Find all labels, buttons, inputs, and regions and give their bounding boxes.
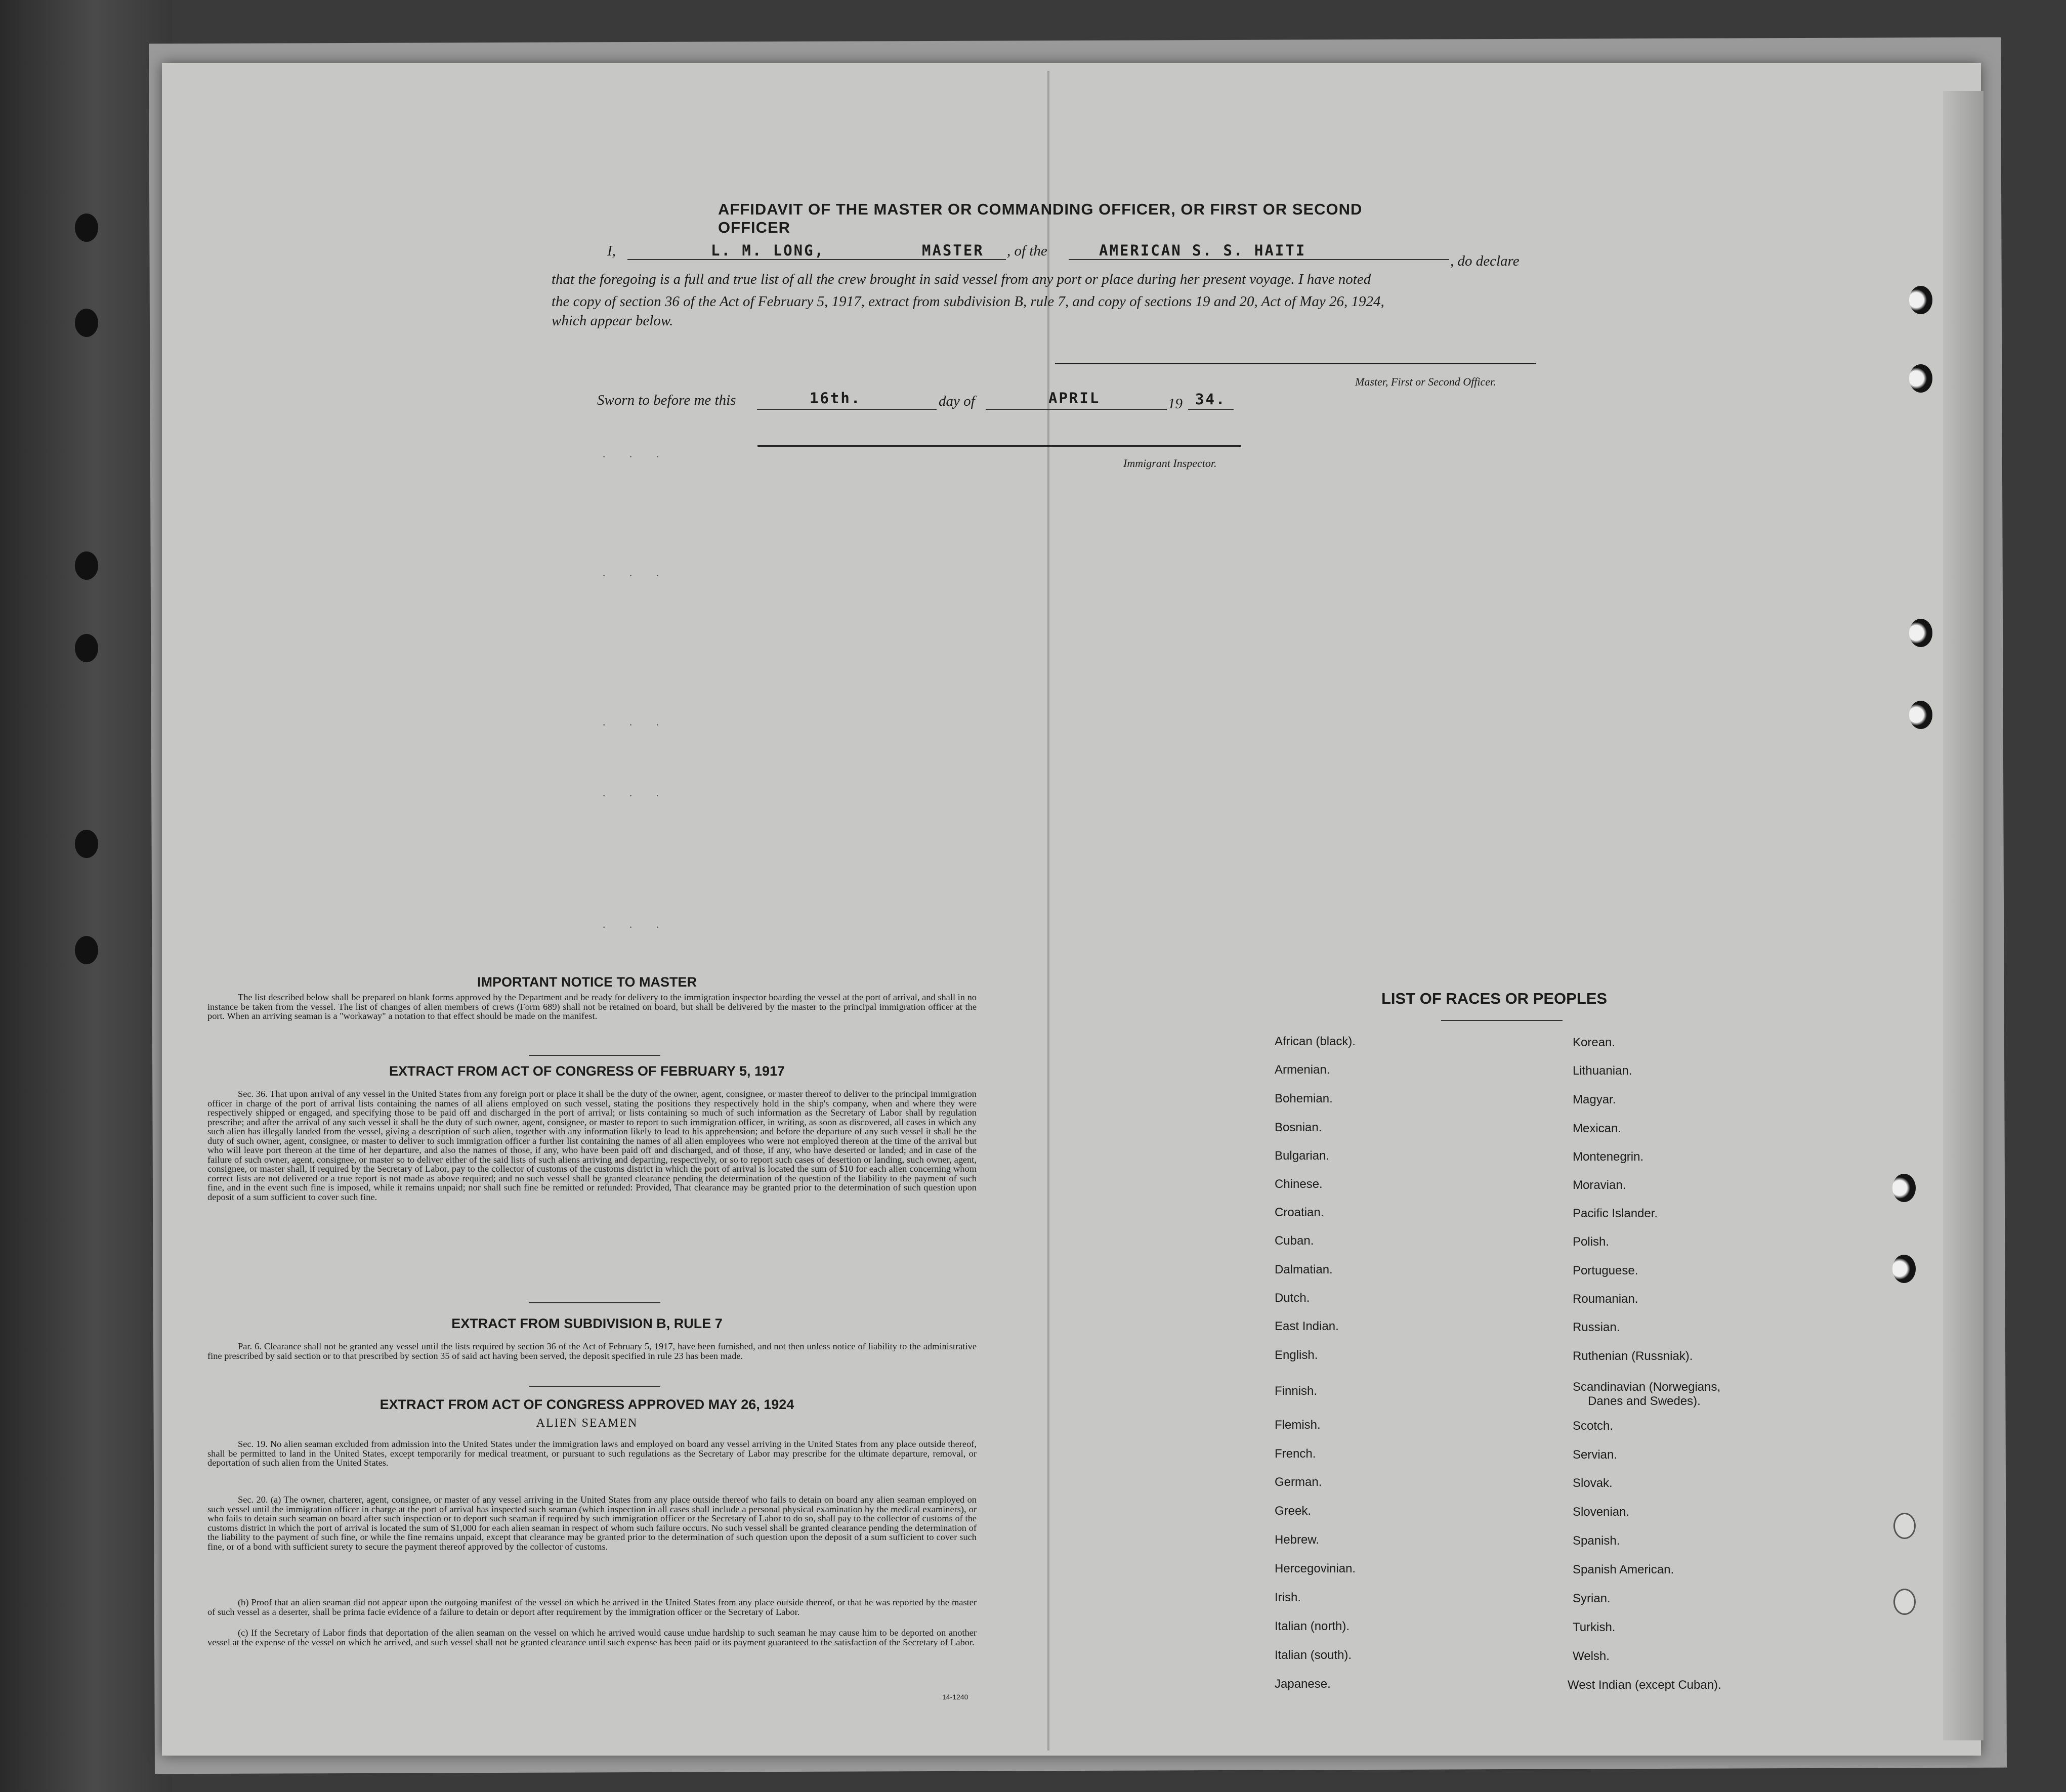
punch-hole-icon — [1892, 1174, 1916, 1202]
race-right: Russian. — [1573, 1320, 1620, 1334]
race-right: Montenegrin. — [1573, 1150, 1644, 1164]
punch-hole-icon — [1892, 1255, 1916, 1283]
bleed-through-marks: · · · — [602, 718, 669, 731]
sworn-day-line — [757, 409, 937, 410]
rule7-title: EXTRACT FROM SUBDIVISION B, RULE 7 — [451, 1316, 723, 1331]
race-left: Finnish. — [1275, 1384, 1318, 1398]
race-left: African (black). — [1275, 1035, 1356, 1048]
race-left: East Indian. — [1275, 1319, 1339, 1333]
punch-hole-icon — [1909, 619, 1932, 647]
race-left: Bohemian. — [1275, 1092, 1333, 1105]
sworn-month-value: APRIL — [1048, 390, 1101, 407]
race-left: Greek. — [1275, 1504, 1312, 1518]
punch-hole-icon — [75, 830, 98, 858]
section-divider — [529, 1386, 660, 1387]
race-left: Dutch. — [1275, 1291, 1310, 1305]
master-rank-value: MASTER — [922, 242, 984, 259]
race-right: Scotch. — [1573, 1419, 1614, 1433]
notice-title: IMPORTANT NOTICE TO MASTER — [477, 974, 697, 990]
notice-text: The list described below shall be prepared on blank forms approved by the Department and be ready for delivery to the immigration inspector boarding the vessel at the port of arrival, and shall in no instance be taken from the vessel. The list of changes of alien members of crews (Form 689) shall not be retained on board, but shall be delivered by the master to the principal immigration officer at the port. When an arriving seaman is a "workaway" a notation to that effect should be made on the manifest. — [207, 992, 977, 1021]
race-left: Cuban. — [1275, 1234, 1314, 1248]
inspector-signature-line — [757, 445, 1241, 447]
race-left: Hebrew. — [1275, 1533, 1320, 1547]
form-number: 14-1240 — [942, 1693, 968, 1701]
bleed-through-marks: · · · — [602, 789, 669, 802]
sec20c-text: (c) If the Secretary of Labor finds that deportation of the alien seaman on the vessel on which he arrived would cause undue hardship to such seaman he may cause him to be deported on another vessel at the expense of the vessel on which he arrived, and such vessel shall not be granted clearance until such expense has been paid or its payment guaranteed to the satisfaction of the Secretary of Labor. — [207, 1628, 977, 1647]
race-right: Slovenian. — [1573, 1505, 1630, 1519]
sworn-year-line — [1188, 409, 1234, 410]
punch-hole-icon — [75, 551, 98, 580]
race-left: French. — [1275, 1447, 1316, 1461]
race-right: Turkish. — [1573, 1620, 1616, 1634]
sworn-year-value: 34. — [1195, 391, 1227, 408]
master-signature-line — [1055, 363, 1536, 364]
bleed-through-marks: · · · — [602, 921, 669, 933]
master-signature-caption: Master, First or Second Officer. — [1355, 375, 1496, 388]
punch-hole-icon — [1893, 1589, 1916, 1615]
punch-hole-icon — [75, 214, 98, 242]
race-left: Italian (north). — [1275, 1619, 1350, 1633]
sec20a-text: Sec. 20. (a) The owner, charterer, agent, consignee, or master of any vessel arriving in the United States from any place outside thereof who fails to detain on board any alien seaman employed on such vessel until the immigration officer in charge at the port of arrival has inspected such seaman (which inspection in all cases shall include a personal physical examination by the medical examiners), or who fails to detain such seaman on board after such inspection or to deport such seaman if required by such immigration officer or the Secretary of Labor to do so, shall pay to the collector of customs of the customs district in which the port of arrival is located the sum of $1,000 for each alien seaman in respect of whom such failure occurs. No such vessel shall be granted clearance pending the determination of the liability to the payment of such fine, or while the fine remains unpaid, except that clearance may be granted prior to the determination of such question upon the deposit of a sum sufficient to cover such fine, or of a bond with sufficient surety to secure the payment thereof approved by the collector of customs. — [207, 1495, 977, 1552]
punch-hole-icon — [1909, 286, 1932, 314]
race-left: Hercegovinian. — [1275, 1562, 1356, 1575]
of-the-label: , of the — [1007, 243, 1047, 259]
race-left: English. — [1275, 1348, 1318, 1362]
inspector-caption: Immigrant Inspector. — [1123, 457, 1217, 470]
race-right: Polish. — [1573, 1235, 1610, 1249]
races-title-underline — [1441, 1020, 1563, 1021]
sec19-text: Sec. 19. No alien seaman excluded from admission into the United States under the immigration laws and employed on board any vessel arriving in the United States from any place outside thereof, shall be permitted to land in the United States, except temporarily for medical treatment, or pursuant to such regulations as the Secretary of Labor may prescribe for the ultimate departure, removal, or deportation of such alien from the United States. — [207, 1439, 977, 1468]
race-left: German. — [1275, 1475, 1322, 1489]
race-right: Moravian. — [1573, 1178, 1626, 1192]
race-right: Roumanian. — [1573, 1292, 1638, 1306]
race-right: Servian. — [1573, 1448, 1618, 1462]
punch-hole-icon — [1909, 701, 1932, 729]
master-name-value: L. M. LONG, — [711, 242, 825, 259]
extract-1924-title: EXTRACT FROM ACT OF CONGRESS APPROVED MAY 26, 1924 — [380, 1397, 794, 1412]
race-right: West Indian (except Cuban). — [1568, 1678, 1721, 1692]
bleed-through-marks: · · · — [602, 450, 669, 463]
punch-hole-icon — [1893, 1513, 1916, 1539]
page-edge — [1943, 91, 1984, 1740]
race-left: Armenian. — [1275, 1063, 1330, 1077]
day-of-label: day of — [939, 393, 975, 409]
race-right: Scandinavian (Norwegians, — [1573, 1380, 1721, 1394]
extract-1917-title: EXTRACT FROM ACT OF CONGRESS OF FEBRUARY 5, 1917 — [389, 1063, 785, 1079]
race-left: Dalmatian. — [1275, 1263, 1333, 1276]
race-right: Pacific Islander. — [1573, 1207, 1658, 1220]
race-right: Lithuanian. — [1573, 1064, 1632, 1078]
do-declare-label: , do declare — [1450, 253, 1520, 269]
affidavit-title: AFFIDAVIT OF THE MASTER OR COMMANDING OFFICER, OR FIRST OR SECOND OFFICER — [718, 200, 1363, 236]
bleed-through-marks: · · · — [602, 569, 669, 582]
races-title: LIST OF RACES OR PEOPLES — [1381, 990, 1608, 1007]
punch-hole-icon — [75, 634, 98, 662]
extract-1917-text: Sec. 36. That upon arrival of any vessel in the United States from any foreign port or place it shall be the duty of the owner, agent, consignee, or master thereof to deliver to the principal immigration officer in charge of the port of arrival lists containing the names of all aliens employed on such vessel, stating the positions they respectively hold in the ship's company, when and where they were respectively shipped or engaged, and specifying those to be paid off and discharged in the port of arrival; or lists containing so much of such information as the Secretary of Labor shall by regulation prescribe; and after the arrival of any such vessel it shall be the duty of such owner, agent, consignee, or master to report to such immigration officer, in writing, as soon as discovered, all cases in which any such alien has illegally landed from the vessel, giving a description of such alien, together with any information likely to lead to his apprehension; and before the departure of any such vessel it shall be the duty of such owner, agent, consignee, or master to deliver to such immigration officer a further list containing the names of all alien employees who were not employed thereon at the time of the arrival but who will leave port thereon at the time of her departure, and also the names of those, if any, who have been paid off and discharged, and of those, if any, who have deserted or landed; and in case of the failure of such owner, agent, consignee, or master so to deliver either of the said lists of such aliens arriving and departing, respectively, or so to report such cases of desertion or landing, such owner, agent, consignee, or master shall, if required by the Secretary of Labor, pay to the collector of customs of the customs district in which the port of arrival is located the sum of $10 for each alien concerning whom correct lists are not delivered or a true report is not made as above required; and no such vessel shall be granted clearance pending the determination of the question of the liability to the payment of such fine, and in the event such fine is imposed, while it remains unpaid; nor shall such fine be remitted or refunded: Provided, That clearance may be granted prior to the determination of such question upon deposit of a sum sufficient to cover such fine. — [207, 1089, 977, 1202]
sec20b-text: (b) Proof that an alien seaman did not appear upon the outgoing manifest of the vessel on which he arrived in the United States from any place outside thereof, or that he was reported by the master of such vessel as a deserter, shall be prima facie evidence of a failure to detain or deport after requirement by the immigration officer or the Secretary of Labor. — [207, 1597, 977, 1617]
punch-hole-icon — [75, 309, 98, 337]
affidavit-body-line-2: the copy of section 36 of the Act of February 5, 1917, extract from subdivision B, rule 7, and copy of sections 19 and 20, Act of May 26, 1924, — [552, 293, 1384, 310]
race-right: Magyar. — [1573, 1093, 1616, 1106]
race-left: Bosnian. — [1275, 1121, 1322, 1134]
race-left: Irish. — [1275, 1591, 1301, 1604]
punch-hole-icon — [75, 936, 98, 964]
section-divider — [529, 1302, 660, 1303]
race-left: Croatian. — [1275, 1206, 1324, 1219]
affidavit-body-line-1: that the foregoing is a full and true list of all the crew brought in said vessel from any port or place during her present voyage. I have noted — [552, 271, 1371, 287]
affidavit-body-line-3: which appear below. — [552, 313, 673, 329]
race-right: Korean. — [1573, 1036, 1616, 1049]
rule7-text: Par. 6. Clearance shall not be granted any vessel until the lists required by section 36 of the Act of February 5, 1917, have been furnished, and not then unless notice of liability to the administrative fine prescribed by said section or to that prescribed by section 35 of said act having been served, the deposit specified in rule 23 has been made. — [207, 1341, 977, 1361]
sworn-prefix: Sworn to before me this — [597, 392, 736, 408]
race-left: Italian (south). — [1275, 1648, 1352, 1662]
race-right: Spanish American. — [1573, 1563, 1674, 1576]
race-right: Portuguese. — [1573, 1264, 1638, 1277]
race-right: Slovak. — [1573, 1476, 1613, 1490]
section-divider — [529, 1055, 660, 1056]
sworn-day-value: 16th. — [810, 390, 862, 407]
vessel-name-value: AMERICAN S. S. HAITI — [1099, 242, 1306, 259]
race-right: Mexican. — [1573, 1122, 1622, 1135]
race-right: Welsh. — [1573, 1649, 1610, 1663]
race-left: Japanese. — [1275, 1677, 1331, 1691]
vessel-name-line — [1069, 259, 1449, 260]
punch-hole-icon — [1909, 364, 1932, 393]
race-left: Flemish. — [1275, 1418, 1321, 1432]
sworn-month-line — [986, 409, 1167, 410]
master-name-line — [627, 259, 1006, 260]
affidavit-pronoun: I, — [607, 243, 616, 259]
race-right: Danes and Swedes). — [1588, 1394, 1701, 1408]
race-right: Spanish. — [1573, 1534, 1620, 1548]
binder-strip — [0, 0, 172, 1792]
extract-1924-subtitle: ALIEN SEAMEN — [536, 1417, 638, 1430]
year-prefix: 19 — [1168, 396, 1183, 412]
race-left: Chinese. — [1275, 1177, 1323, 1191]
race-right: Ruthenian (Russniak). — [1573, 1349, 1693, 1363]
race-right: Syrian. — [1573, 1592, 1611, 1605]
race-left: Bulgarian. — [1275, 1149, 1330, 1163]
